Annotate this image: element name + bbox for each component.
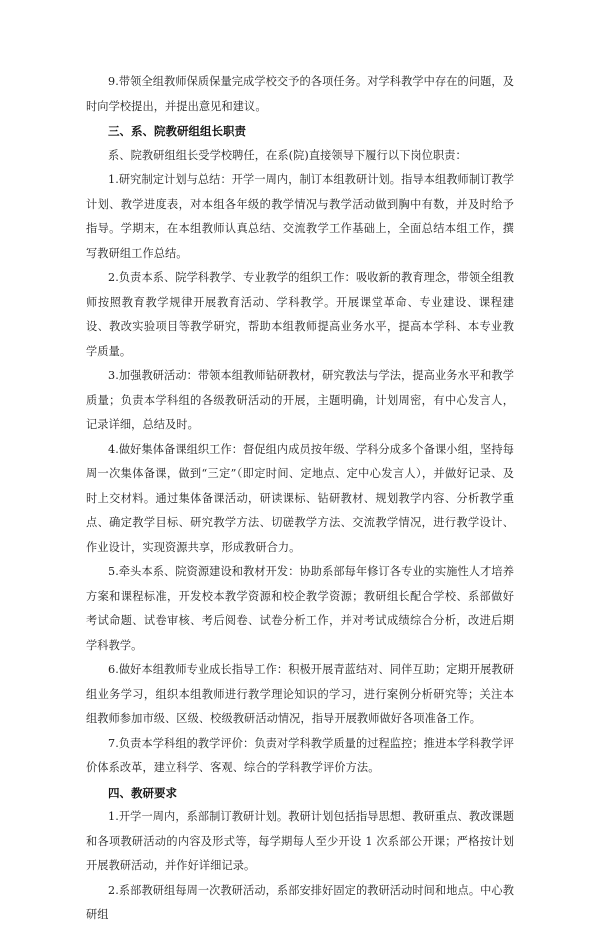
- paragraph-duty-6: 6.做好本组教师专业成长指导工作：积极开展青蓝结对、同伴互助；定期开展教研组业务学习，组织本组教师进行教学理论知识的学习，进行案例分析研究等；关注本组教师参加市级、区级、校级教研活动情况，指导开展教师做好各项准备工作。: [86, 663, 514, 725]
- paragraph-duty-9: 9.带领全组教师保质保量完成学校交予的各项任务。对学科教学中存在的问题，及时向学校提出，并提出意见和建议。: [86, 75, 514, 113]
- paragraph-duty-5: 5.牵头本系、院资源建设和教材开发：协助系部每年修订各专业的实施性人才培养方案和课程标准，开发校本教学资源和校企教学资源；教研组长配合学校、系部做好考试命题、试卷审核、考后阅卷、试卷分析工作，并对考试成绩综合分析，改进后期学科教学。: [86, 565, 514, 652]
- paragraph-duty-2: 2.负责本系、院学科教学、专业教学的组织工作：吸收新的教育理念，带领全组教师按照教育教学规律开展教育活动、学科教学。开展课堂革命、专业建设、课程建设、教改实验项目等教学研究，帮助本组教师提高业务水平，提高本学科、本专业教学质量。: [86, 271, 514, 358]
- paragraph-duty-7: 7.负责本学科组的教学评价：负责对学科教学质量的过程监控；推进本学科教学评价体系改革，建立科学、客观、综合的学科教学评价方法。: [86, 736, 514, 774]
- paragraph-duty-4: 4.做好集体备课组织工作：督促组内成员按年级、学科分成多个备课小组，坚持每周一次集体备课，做到“三定”（即定时间、定地点、定中心发言人），并做好记录、及时上交材料。通过集体备课活动，研读课标、钻研教材、规划教学内容、分析教学重点、确定教学目标、研究教学方法、切磋教学方法、交流教学情况，进行教学设计、作业设计，实现资源共享，形成教研合力。: [86, 442, 514, 554]
- paragraph-duty-1: 1.研究制定计划与总结：开学一周内，制订本组教研计划。指导本组教师制订教学计划、教学进度表，对本组各年级的教学情况与教学活动做到胸中有数，并及时给予指导。学期末，在本组教师认真总结、交流教学工作基础上，全面总结本组工作，撰写教研组工作总结。: [86, 173, 514, 260]
- paragraph-requirement-2: 2.系部教研组每周一次教研活动，系部安排好固定的教研活动时间和地点。中心教研组: [86, 883, 514, 921]
- heading-section-4: 四、教研要求: [108, 785, 177, 800]
- paragraph-intro: 系、院教研组组长受学校聘任，在系(院)直接领导下履行以下岗位职责：: [108, 148, 467, 162]
- paragraph-duty-3: 3.加强教研活动：带领本组教师钻研教材，研究教法与学法，提高业务水平和教学质量；负责本学科组的各级教研活动的开展，主题明确，计划周密，有中心发言人，记录详细，总结及时。: [86, 369, 514, 431]
- paragraph-requirement-1: 1.开学一周内，系部制订教研计划。教研计划包括指导思想、教研重点、教改课题和各项教研活动的内容及形式等，每学期每人至少开设 1 次系部公开课；严格按计划开展教研活动，并作好详细记录。: [86, 810, 514, 872]
- heading-section-3: 三、系、院教研组组长职责: [108, 124, 246, 138]
